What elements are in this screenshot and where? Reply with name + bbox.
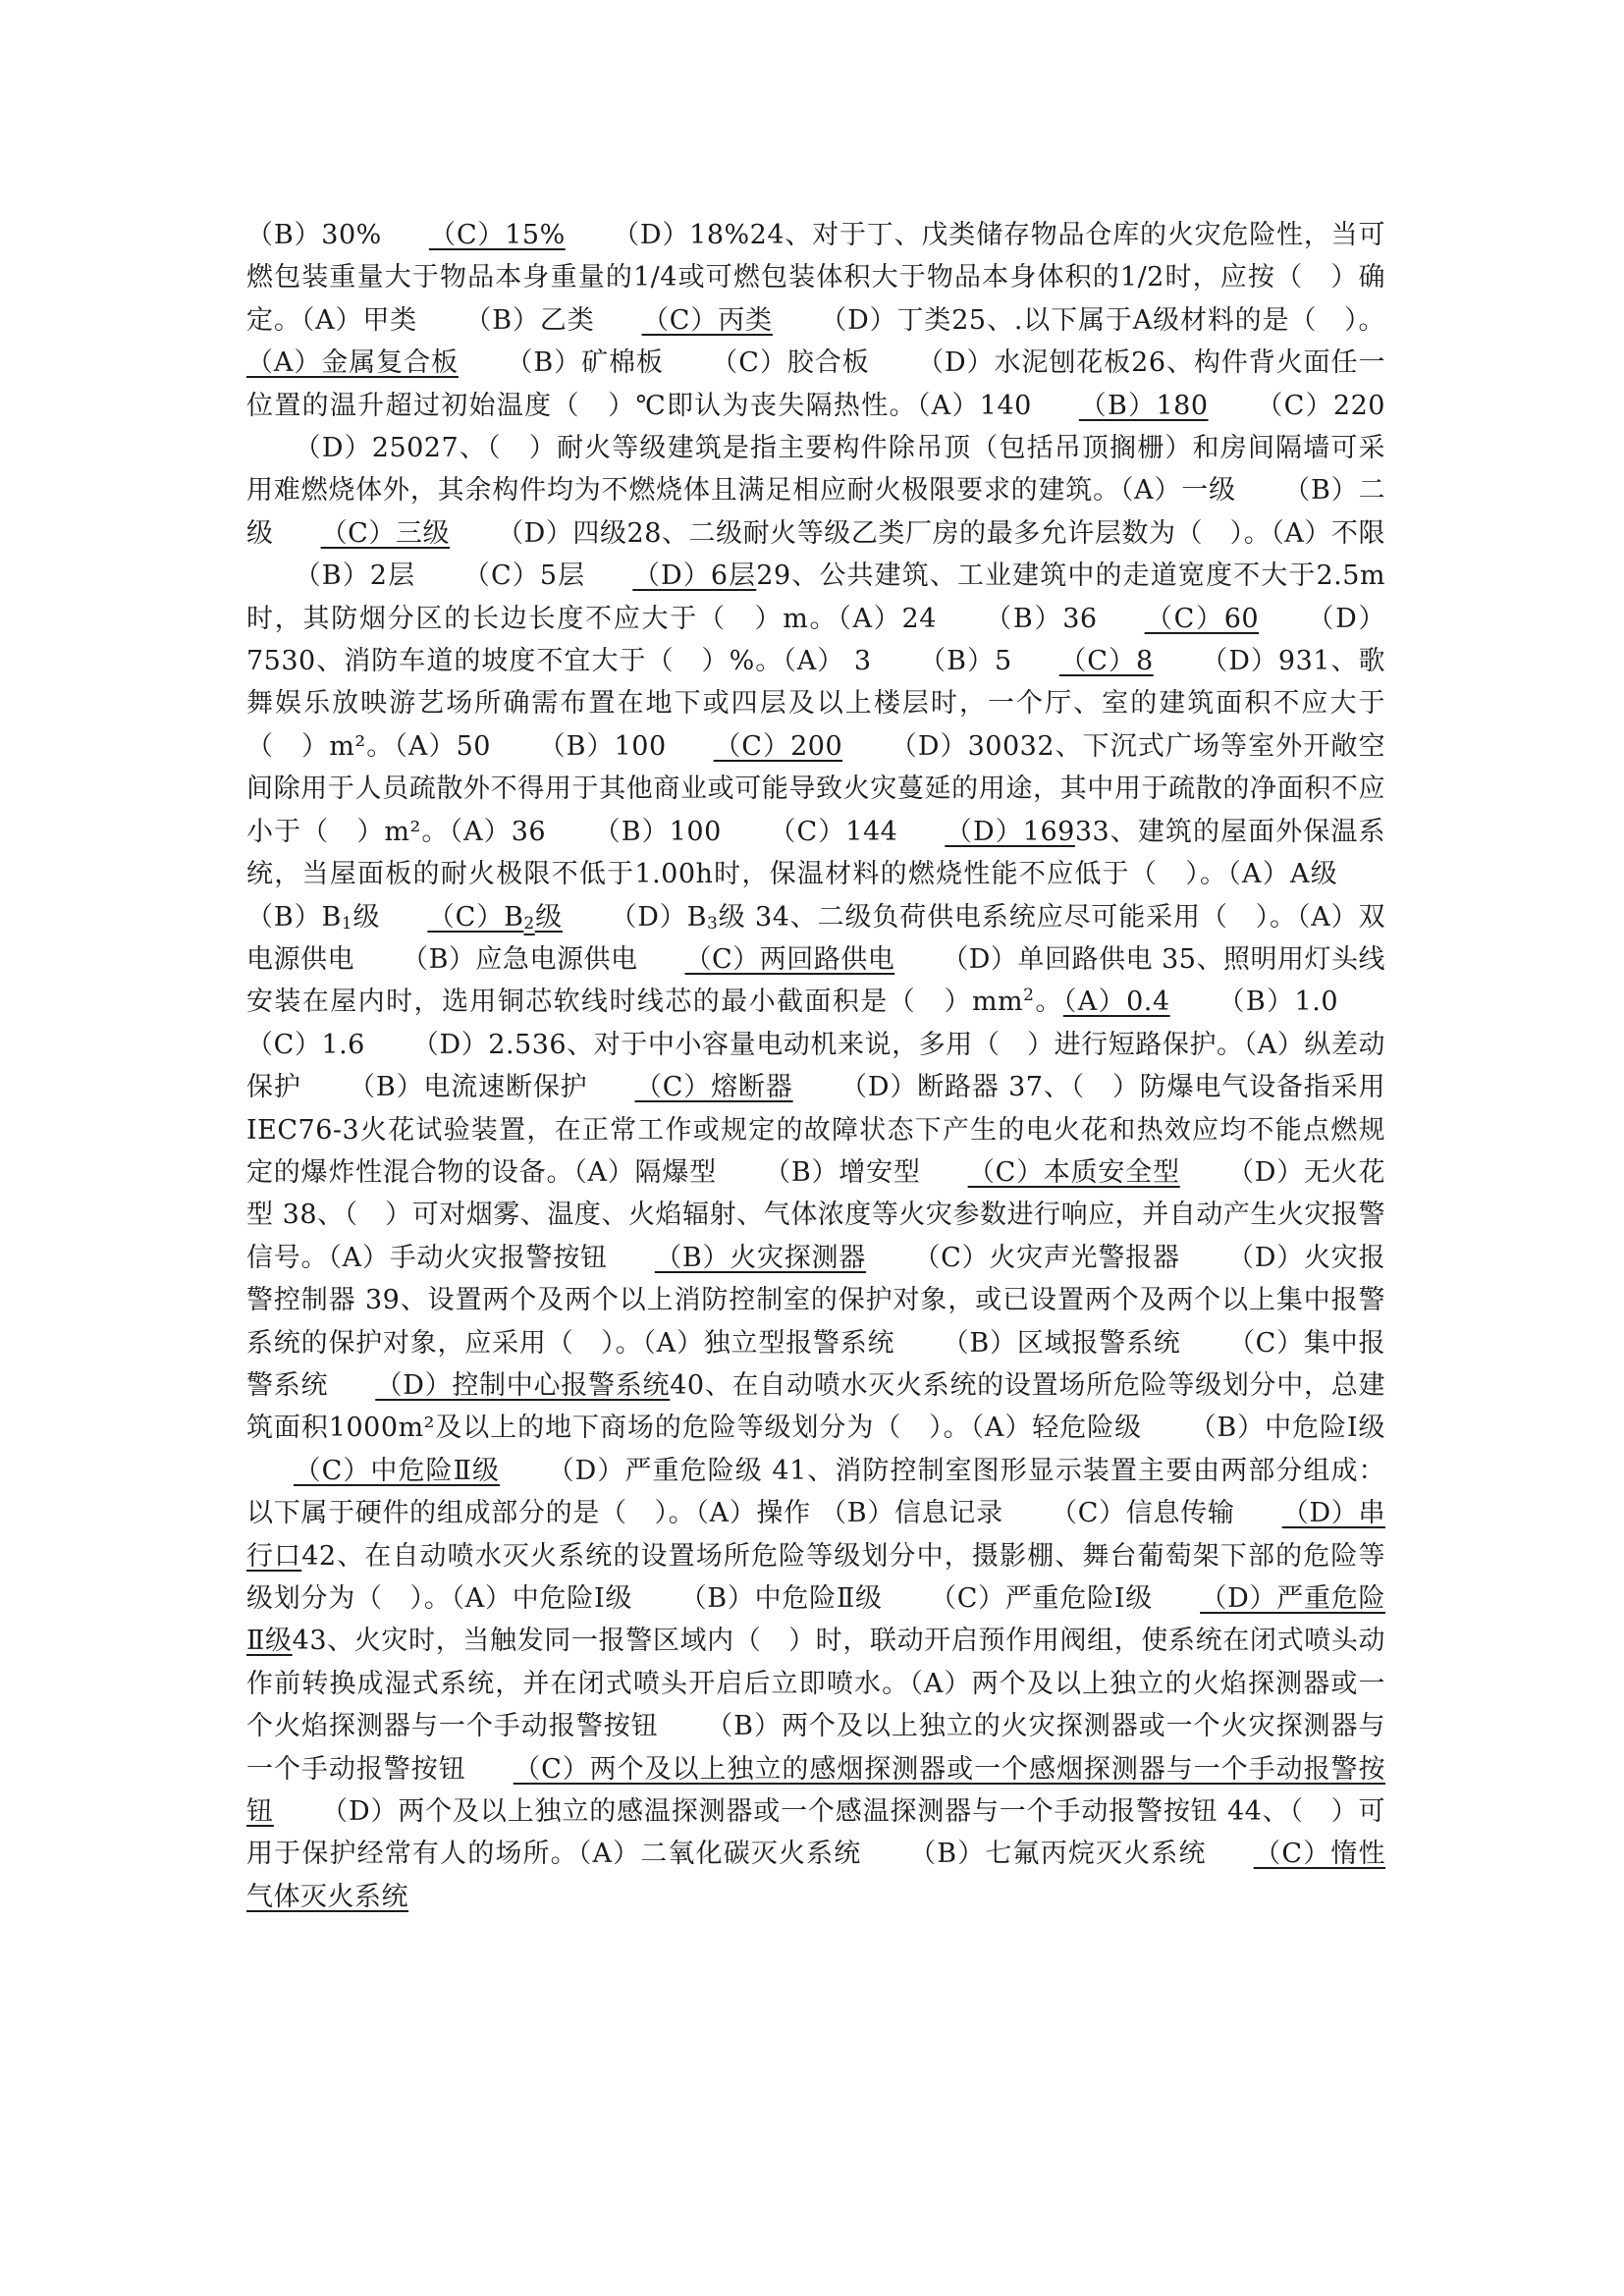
- text-segment: （C）5层: [462, 561, 586, 592]
- text-segment: （C）火灾声光警报器: [913, 1242, 1180, 1273]
- text-segment: （B）中危险Ⅱ级: [679, 1583, 883, 1614]
- text-segment: （D）水泥刨花板26、构件背火面任一位置的温升超过初始温度（ ）℃即认为丧失隔热性。（A）140: [246, 347, 1385, 421]
- answer-option: （C）60: [1144, 603, 1260, 634]
- text-segment: （C）严重危险Ⅰ级: [929, 1583, 1154, 1614]
- text-segment: 40、在自动喷水灭火系统的设置场所危险等级划分中，总建筑面积1000m²及以上的地下商场的危险等级划分为（ ）。（A）轻危险级: [246, 1369, 1386, 1444]
- answer-option: （A）0.4: [1062, 987, 1170, 1018]
- text-segment: （D）断路器 37、（ ）防爆电气设备指采用IEC76-3火花试验装置，在正常工作或规定的故障状态下产生的电火花和热效应均不能点燃规定的爆炸性混合物的设备。（A）隔爆型: [246, 1072, 1386, 1188]
- question-text: [246, 214, 1385, 1918]
- text-segment: （B）二级: [246, 475, 1385, 549]
- answer-option: （D）控制中心报警系统: [375, 1369, 671, 1401]
- script-text: 3: [707, 913, 719, 934]
- text-segment: （C）集中报警系统: [246, 1327, 1385, 1401]
- text-segment: （B）2层: [294, 561, 416, 592]
- text-segment: （B）中危险Ⅰ级: [1189, 1413, 1385, 1444]
- text-segment: 29、公共建筑、工业建筑中的走道宽度不大于2.5m时，其防烟分区的长边长度不应大于（ ）m。（A）24: [246, 561, 1385, 634]
- text-segment: （B）B: [246, 901, 342, 933]
- text-segment: （D）931、歌舞娱乐放映游艺场所确需布置在地下或四层及以上楼层时，一个厅、室的建筑面积不应大于（ ）m²。（A）50: [246, 646, 1385, 762]
- text-segment: （D）两个及以上独立的感温探测器或一个感温探测器与一个手动报警按钮 44、（ ）可用于保护经常有人的场所。（A）二氧化碳灭火系统: [246, 1796, 1385, 1870]
- answer-option: （C）三级: [320, 517, 451, 549]
- text-segment: （C）144: [768, 816, 898, 847]
- answer-option: （D）串行口: [246, 1498, 1385, 1572]
- answer-option: （B）火灾探测器: [654, 1242, 867, 1273]
- answer-option: （D）严重危险Ⅱ级: [246, 1583, 1385, 1657]
- text-segment: 。: [1034, 987, 1063, 1018]
- text-segment: （B）5: [918, 646, 1012, 677]
- text-segment: （B）应急电源供电: [402, 943, 638, 975]
- text-segment: （C）1.6: [246, 1029, 365, 1060]
- text-segment: （D）无火花型 38、（ ）可对烟雾、温度、火焰辐射、气体浓度等火灾参数进行响应，并自动产生火灾报警信号。（A）手动火灾报警按钮: [246, 1156, 1386, 1273]
- answer-option: （C）200: [713, 730, 843, 762]
- text-segment: （D）丁类25、.以下属于A级材料的是（ ）。: [819, 304, 1385, 336]
- answer-option: （C）丙类: [641, 304, 773, 336]
- text-segment: （B）两个及以上独立的火灾探测器或一个火灾探测器与一个手动报警按钮: [246, 1711, 1386, 1785]
- text-segment: （C）胶合板: [710, 347, 870, 379]
- text-segment: 级 34、二级负荷供电系统应尽可能采用（ ）。（A）双电源供电: [246, 901, 1386, 975]
- text-segment: （B）区域报警系统: [942, 1327, 1181, 1359]
- text-segment: （B）矿棉板: [505, 347, 664, 379]
- text-segment: （B）七氟丙烷灭火系统: [908, 1839, 1207, 1870]
- answer-option: （D）6层: [632, 561, 757, 592]
- text-segment: （B）36: [983, 603, 1098, 634]
- script-text: 1: [341, 913, 353, 934]
- answer-option: （C）两回路供电: [684, 943, 895, 975]
- answer-option: （D）169: [945, 816, 1075, 847]
- text-segment: （B）增安型: [763, 1156, 921, 1188]
- text-segment: （D）火灾报警控制器 39、设置两个及两个以上消防控制室的保护对象，或已设置两个及两个以上集中报警系统的保护对象，应采用（ ）。（A）独立型报警系统: [246, 1242, 1385, 1359]
- text-segment: （D）B: [610, 901, 708, 933]
- script-text: 2: [1023, 986, 1035, 1006]
- text-segment: （D）30032、下沉式广场等室外开敞空间除用于人员疏散外不得用于其他商业或可能导致火灾蔓延的用途，其中用于疏散的净面积不应小于（ ）m²。（A）36: [246, 730, 1385, 847]
- text-segment: 43、火灾时，当触发同一报警区域内（ ）时，联动开启预作用阀组，使系统在闭式喷头动作前转换成湿式系统，并在闭式喷头开启后立即喷水。（A）两个及以上独立的火焰探测器或一个火焰探测器与一个手动报警按钮: [246, 1626, 1385, 1742]
- answer-option: （C）中危险Ⅱ级: [294, 1455, 501, 1486]
- answer-option: （C）惰性气体灭火系统: [246, 1839, 1386, 1912]
- text-segment: （D）单回路供电 35、照明用灯头线安装在屋内时，选用铜芯软线时线芯的最小截面积是（ ）mm: [246, 943, 1386, 1018]
- answer-option: （C）8: [1058, 646, 1154, 677]
- text-segment: 42、在自动喷水灭火系统的设置场所危险等级划分中，摄影棚、舞台葡萄架下部的危险等级划分为（ ）。（A）中危险Ⅰ级: [246, 1540, 1385, 1614]
- text-segment: （C）220: [1255, 390, 1385, 421]
- answer-option: （C）熔断器: [634, 1072, 793, 1103]
- text-segment: （D）四级28、二级耐火等级乙类厂房的最多允许层数为（ ）。（A）不限: [497, 517, 1385, 549]
- answer-option: 级: [534, 901, 564, 933]
- answer-option: （A）金属复合板: [246, 347, 459, 379]
- text-segment: （B）100: [593, 816, 722, 847]
- text-segment: （D）严重危险级 41、消防控制室图形显示装置主要由两部分组成：以下属于硬件的组成部分的是（ ）。（A）操作 （B）信息记录: [246, 1455, 1386, 1529]
- text-segment: （B）100: [537, 730, 667, 762]
- text-segment: （B）电流速断保护: [348, 1072, 588, 1103]
- text-segment: （B）30%: [246, 220, 382, 250]
- text-segment: 33、建筑的屋面外保温系统，当屋面板的耐火极限不低于1.00h时，保温材料的燃烧性能不应低于（ ）。（A）A级: [246, 816, 1385, 890]
- text-segment: （C）信息传输: [1050, 1498, 1235, 1529]
- text-segment: 级: [352, 901, 381, 933]
- answer-option: （C）15%: [428, 220, 566, 250]
- text-segment: （D）18%24、对于丁、戊类储存物品仓库的火灾危险性，当可燃包装重量大于物品本身重量的1/4或可燃包装体积大于物品本身体积的1/2时，应按（ ）确定。（A）甲类: [246, 220, 1386, 336]
- answer-option: （C）B: [427, 901, 524, 933]
- text-segment: （D）2.536、对于中小容量电动机来说，多用（ ）进行短路保护。（A）纵差动保护: [246, 1029, 1385, 1103]
- document-page: [246, 214, 1385, 1918]
- answer-option: （C）本质安全型: [967, 1156, 1180, 1188]
- text-segment: （D）25027、（ ）耐火等级建筑是指主要构件除吊顶（包括吊顶搁栅）和房间隔墙可采用难燃烧体外，其余构件均为不燃烧体且满足相应耐火极限要求的建筑。（A）一级: [246, 433, 1385, 507]
- answer-option: （C）两个及以上独立的感烟探测器或一个感烟探测器与一个手动报警按钮: [246, 1753, 1385, 1828]
- answer-option: （B）180: [1078, 390, 1209, 421]
- text-segment: （B）1.0: [1217, 987, 1338, 1018]
- text-segment: （D）7530、消防车道的坡度不宜大于（ ）%。（A） 3: [246, 603, 1385, 677]
- text-segment: （B）乙类: [464, 304, 595, 336]
- answer-option: 2: [523, 913, 535, 934]
